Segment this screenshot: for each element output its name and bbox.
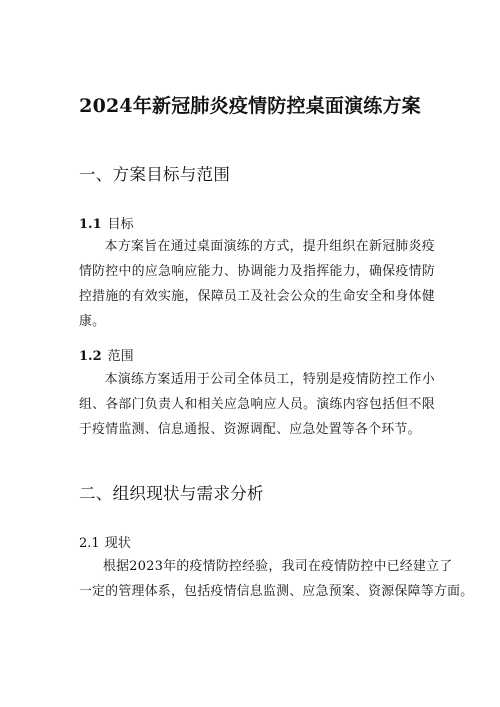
subsection-1-1-paragraph: 本方案旨在通过桌面演练的方式，提升组织在新冠肺炎疫情防控中的应急响应能力、协调能力及指挥能力，确保疫情防控措施的有效实施，保障员工及社会公众的生命安全和身体健康。 [79,239,435,329]
subsection-2-1-line-1: 根据2023年的疫情防控经验，我司在疫情防控中已经建立了 [103,559,453,574]
subsection-title: 目标 [107,217,134,232]
section-1-heading: 一、方案目标与范围 [79,165,231,184]
subsection-1-2-heading [79,345,134,364]
subsection-1-2-paragraph: 本演练方案适用于公司全体员工，特别是疫情防控工作小组、各部门负责人和相关应急响应人员。演练内容包括但不限于疫情监测、信息通报、资源调配、应急处置等各个环节。 [79,372,435,437]
subsection-title: 现状 [104,536,131,551]
subsection-number: 1.1 [79,217,102,232]
subsection-title: 范围 [107,349,134,364]
subsection-1-1-heading [79,213,134,232]
subsection-2-1-line-2: 一定的管理体系，包括疫情信息监测、应急预案、资源保障等方面。 [79,584,474,599]
subsection-number: 1.2 [79,349,102,364]
section-2-heading: 二、组织现状与需求分析 [79,484,264,503]
document-title: 2024年新冠肺炎疫情防控桌面演练方案 [79,95,421,117]
subsection-number: 2.1 [79,536,100,551]
subsection-2-1-heading [79,532,131,551]
